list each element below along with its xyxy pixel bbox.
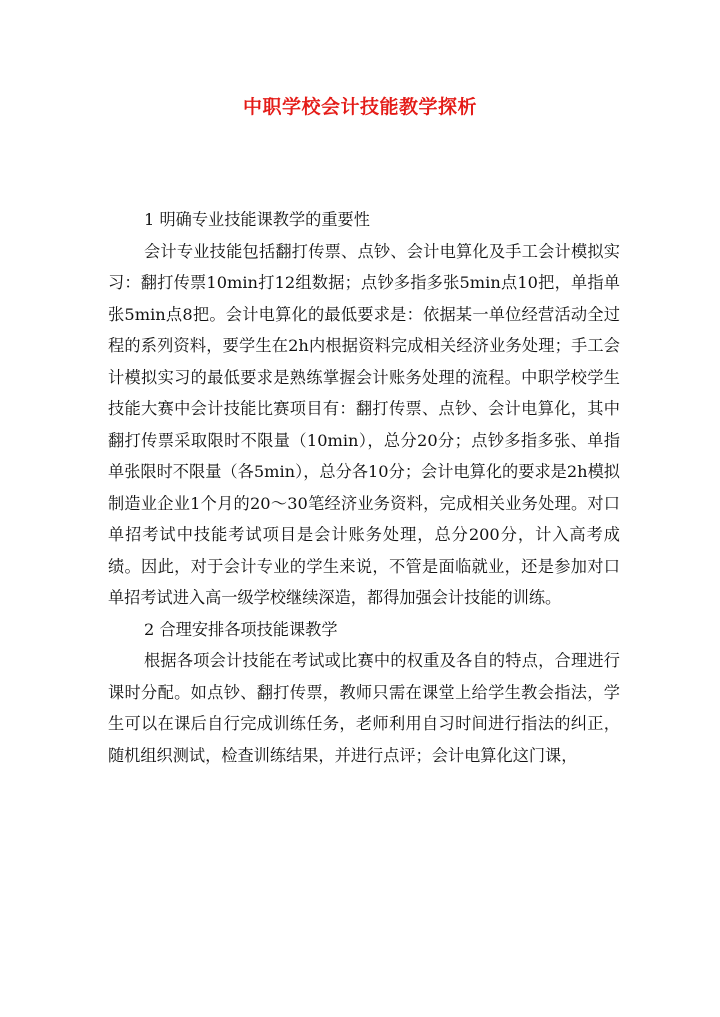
- section-2-heading: 2 合理安排各项技能课教学: [144, 619, 338, 639]
- section-1-paragraph: 会计专业技能包括翻打传票、点钞、会计电算化及手工会计模拟实习：翻打传票10min打12组数据；点钞多指多张5min点10把，单指单张5min点8把。会计电算化的最低要求是：依据某一单位经营活动全过程的系列资料，要学生在2h内根据资料完成相关经济业务处理；手工会计模拟实习的最低要求是熟练掌握会计账务处理的流程。中职学校学生技能大赛中会计技能比赛项目有：翻打传票、点钞、会计电算化，其中翻打传票采取限时不限量（10min），总分20分；点钞多指多张、单指单张限时不限量（各5min），总分各10分；会计电算化的要求是2h模拟制造业企业1个月的20～30笔经济业务资料，完成相关业务处理。对口单招考试中技能考试项目是会计账务处理，总分200分，计入高考成绩。因此，对于会计专业的学生来说，不管是面临就业，还是参加对口单招考试进入高一级学校继续深造，都得加强会计技能的训练。: [108, 241, 620, 607]
- document-body: [108, 204, 620, 771]
- section-2-paragraph: 根据各项会计技能在考试或比赛中的权重及各自的特点，合理进行课时分配。如点钞、翻打传票，教师只需在课堂上给学生教会指法，学生可以在课后自行完成训练任务，老师利用自习时间进行指法的纠正，随机组织测试，检查训练结果，并进行点评；会计电算化这门课，: [108, 651, 620, 765]
- section-1-heading: 1 明确专业技能课教学的重要性: [144, 210, 370, 229]
- document-title: 中职学校会计技能教学探析: [242, 96, 477, 118]
